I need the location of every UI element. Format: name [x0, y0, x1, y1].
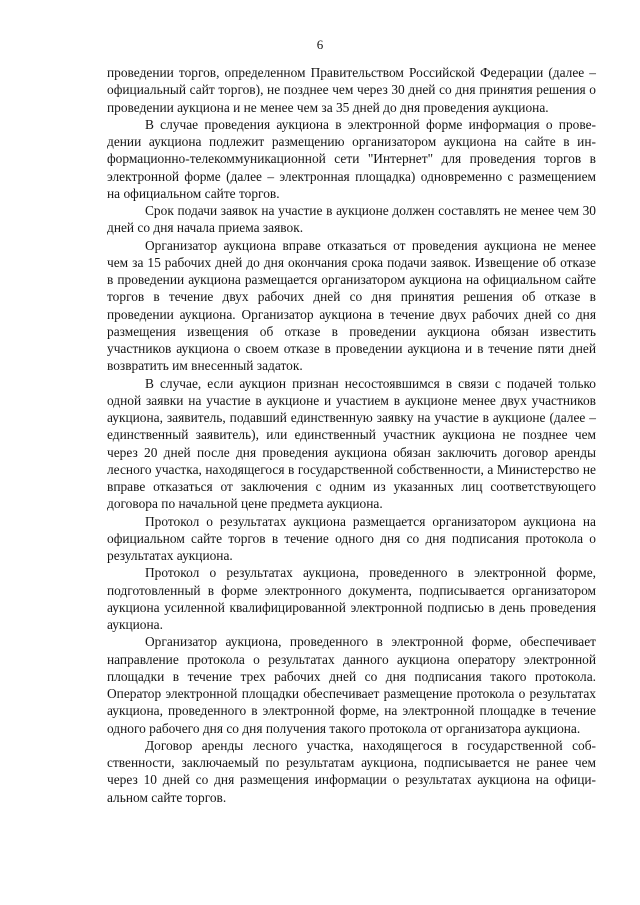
paragraph-protocol-transmission: Организатор аукциона, проведенного в электронной форме, обеспечивает направление протокола о результатах данного аукциона оператору электронной площадки в течение трех рабочих дней со дня подписания такого протокола. Оператор электронной площадки обеспечивает размещение протокола о результатах аукциона, проведенного в электронной форме, на электронной площадке в течение одного рабочего дня со дня получения такого протокола от организатора аукциона. — [107, 634, 596, 736]
paragraph-auction-cancellation: Организатор аукциона вправе отказаться от проведения аукциона не менее чем за 15 рабочих дней до дня окончания срока подачи заявок. Извещение об отказе в проведении аукциона размещается организатором аукциона на официальном сайте торгов в течение двух рабочих дней со дня принятия решения об отказе в проведении аукциона. Организатор аукциона в течение двух рабочих дней со дня размещения извещения об отказе в проведении аукциона обязан известить участников аукциона о своем отказе в проведении аукциона и в течение пяти дней возвратить им внесенный задаток. — [107, 237, 596, 374]
paragraph-lease-contract: Договор аренды лесного участка, находящегося в государственной собственности, заключаемый по результатам аукциона, подписывается не ранее чем через 10 дней со дня размещения информации о результатах аукциона на официальном сайте торгов. — [107, 737, 596, 805]
paragraph-continuation: проведении торгов, определенном Правительством Российской Федерации (далее – официальный сайт торгов), не позднее чем через 30 дней со дня принятия решения о проведении аукциона и не менее чем за 35 дней до дня проведения аукциона. — [107, 65, 596, 115]
paragraph-electronic-protocol-signing: Протокол о результатах аукциона, проведенного в электронной форме, подготовленный в форме электронного документа, подписывается организатором аукциона усиленной квалифицированной электронной подписью в день проведения аукциона. — [107, 565, 596, 632]
paragraph-electronic-form-notice: В случае проведения аукциона в электронной форме информация о проведении аукциона подлежит размещению организатором аукциона на сайте в информационно-телекоммуникационной сети "Интернет" для проведения торгов в электронной форме (далее – электронная площадка) одновременно с размещением на официальном сайте торгов. — [107, 116, 596, 201]
paragraph-failed-auction: В случае, если аукцион признан несостоявшимся в связи с подачей только одной заявки на участие в аукционе и участием в аукционе менее двух участников аукциона, заявитель, подавший единственную заявку на участие в аукционе (далее – единственный заявитель), или единственный участник аукциона не позднее чем через 20 дней после дня проведения аукциона обязан заключить договор аренды лесного участка, находящегося в государственной собственности, а Министерство не вправе отказаться от заключения с одним из указанных лиц соответствующего договора по начальной цене предмета аукциона. — [107, 375, 596, 512]
paragraph-application-deadline: Срок подачи заявок на участие в аукционе должен составлять не менее чем 30 дней со дня начала приема заявок. — [107, 203, 596, 236]
paragraph-results-protocol: Протокол о результатах аукциона размещается организатором аукциона на официальном сайте торгов в течение одного дня со дня подписания протокола о результатах аукциона. — [107, 513, 596, 563]
document-body — [107, 64, 596, 806]
page-number: 6 — [316, 37, 324, 52]
